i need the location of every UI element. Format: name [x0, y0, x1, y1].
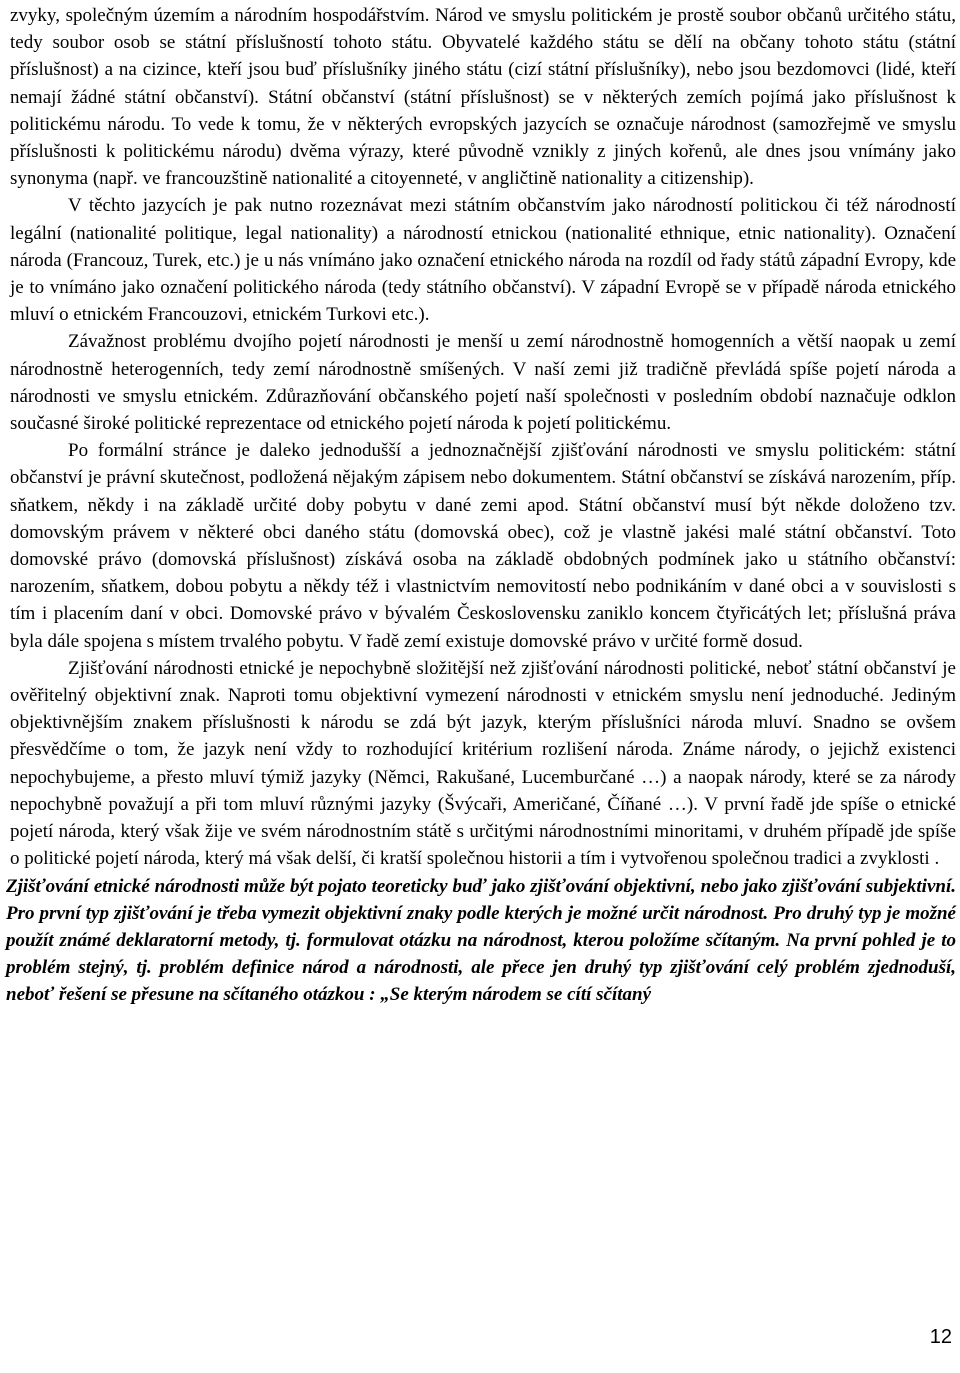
paragraph-ethnic-determination: Zjišťování národnosti etnické je nepochybně složitější než zjišťování národnosti politické, neboť státní občanství je ověřitelný objektivní znak. Naproti tomu objektivní vymezení národnosti v etnickém smyslu není jednoduché. Jediným objektivnějším znakem příslušnosti k národu se zdá být jazyk, kterým příslušníci národa mluví. Snadno se ovšem přesvědčíme o tom, že jazyk není vždy to rozhodující kritérium rozlišení národa. Známe národy, o jejichž existenci nepochybujeme, a přesto mluví týmiž jazyky (Němci, Rakušané, Lucemburčané …) a naopak národy, které se za národy nepochybně považují a při tom mluví různými jazyky (Švýcaři, Američané, Číňané …). V první řadě jde spíše o etnické pojetí národa, který však žije ve svém národnostním státě s určitými národnostními minoritami, v druhém případě jde spíše o politické pojetí národa, který má však delší, či kratší společnou historii a tím i vytvořenou společnou tradici a zvyklosti .: [10, 657, 956, 870]
page-number: 12: [929, 1326, 952, 1348]
document-page: [6, 2, 956, 1009]
paragraph-citizenship-determination: Po formální stránce je daleko jednodušší a jednoznačnější zjišťování národnosti ve smyslu politickém: státní občanství je právní skutečnost, podložená nějakým zápisem nebo dokumentem. Státní občanství se získává narozením, příp. sňatkem, někdy i na základě určité doby pobytu v dané zemi apod. Státní občanství musí být někde doloženo tzv. domovským právem v některé obci daného státu (domovská obec), což je vlastně jakési malé státní občanství. Toto domovské právo (domovská příslušnost) získává osoba na základě obdobných podmínek jako u státního občanství: narozením, sňatkem, dobou pobytu a někdy též i vlastnictvím nemovitostí nebo podnikáním v dané obci a v souvislosti s tím i placením daní v obci. Domovské právo v bývalém Československu zaniklo koncem čtyřicátých let; příslušná práva byla dále spojena s místem trvalého pobytu. V řadě zemí existuje domovské právo v určité formě dosud.: [10, 440, 956, 652]
paragraph-nation-definition: zvyky, společným územím a národním hospodářstvím. Národ ve smyslu politickém je prostě soubor občanů určitého státu, tedy soubor osob se státní příslušností tohoto státu. Obyvatelé každého státu se dělí na občany tohoto státu (státní příslušnost) a na cizince, kteří jsou buď příslušníky jiného státu (cizí státní příslušníky), nebo jsou bezdomovci (lidé, kteří nemají žádné státní občanství). Státní občanství (státní příslušnost) se v některých zemích pojímá jako příslušnost k politickému národu. To vede k tomu, že v některých evropských jazycích se označuje národnost (samozřejmě ve smyslu příslušnosti k politickému národu) dvěma výrazy, které původně vznikly z jiných kořenů, ale dnes jsou vnímány jako synonyma (např. ve francouzštině nationalité a citoyenneté, v angličtině nationality a citizenship).: [10, 5, 956, 190]
paragraph-survey-methods: Zjišťování etnické národnosti může být pojato teoreticky buď jako zjišťování objektivní, nebo jako zjišťování subjektivní. Pro první typ zjišťování je třeba vymezit objektivní znaky podle kterých je možné určit národnost. Pro druhý typ je možné použít známé deklaratorní metody, tj. formulovat otázku na národnost, kterou položíme sčítaným. Na první pohled je to problém stejný, tj. problém definice národ a národnosti, ale přece jen druhý typ zjišťování celý problém zjednoduší, neboť řešení se přesune na sčítaného otázkou : „Se kterým národem se cítí sčítaný: [6, 875, 956, 1006]
paragraph-dual-concept: Závažnost problému dvojího pojetí národnosti je menší u zemí národnostně homogenních a větší naopak u zemí národnostně heterogenních, tedy zemí národnostně smíšených. V naší zemi již tradičně převládá spíše pojetí národa a národnosti ve smyslu etnickém. Zdůrazňování občanského pojetí naší společnosti v posledním období naznačuje odklon současné široké politické reprezentace od etnického pojetí národa k pojetí politickému.: [10, 331, 956, 435]
paragraph-political-ethnic-nationality: V těchto jazycích je pak nutno rozeznávat mezi státním občanstvím jako národností politickou či též národností legální (nationalité politique, legal nationality) a národností etnickou (nationalité ethnique, etnic nationality). Označení národa (Francouz, Turek, etc.) je u nás vnímáno jako označení etnického národa na rozdíl od řady států západní Evropy, kde je to vnímáno jako označení politického národa (tedy státního občanství). V západní Evropě se v případě národa etnického mluví o etnickém Francouzovi, etnickém Turkovi etc.).: [10, 195, 956, 326]
